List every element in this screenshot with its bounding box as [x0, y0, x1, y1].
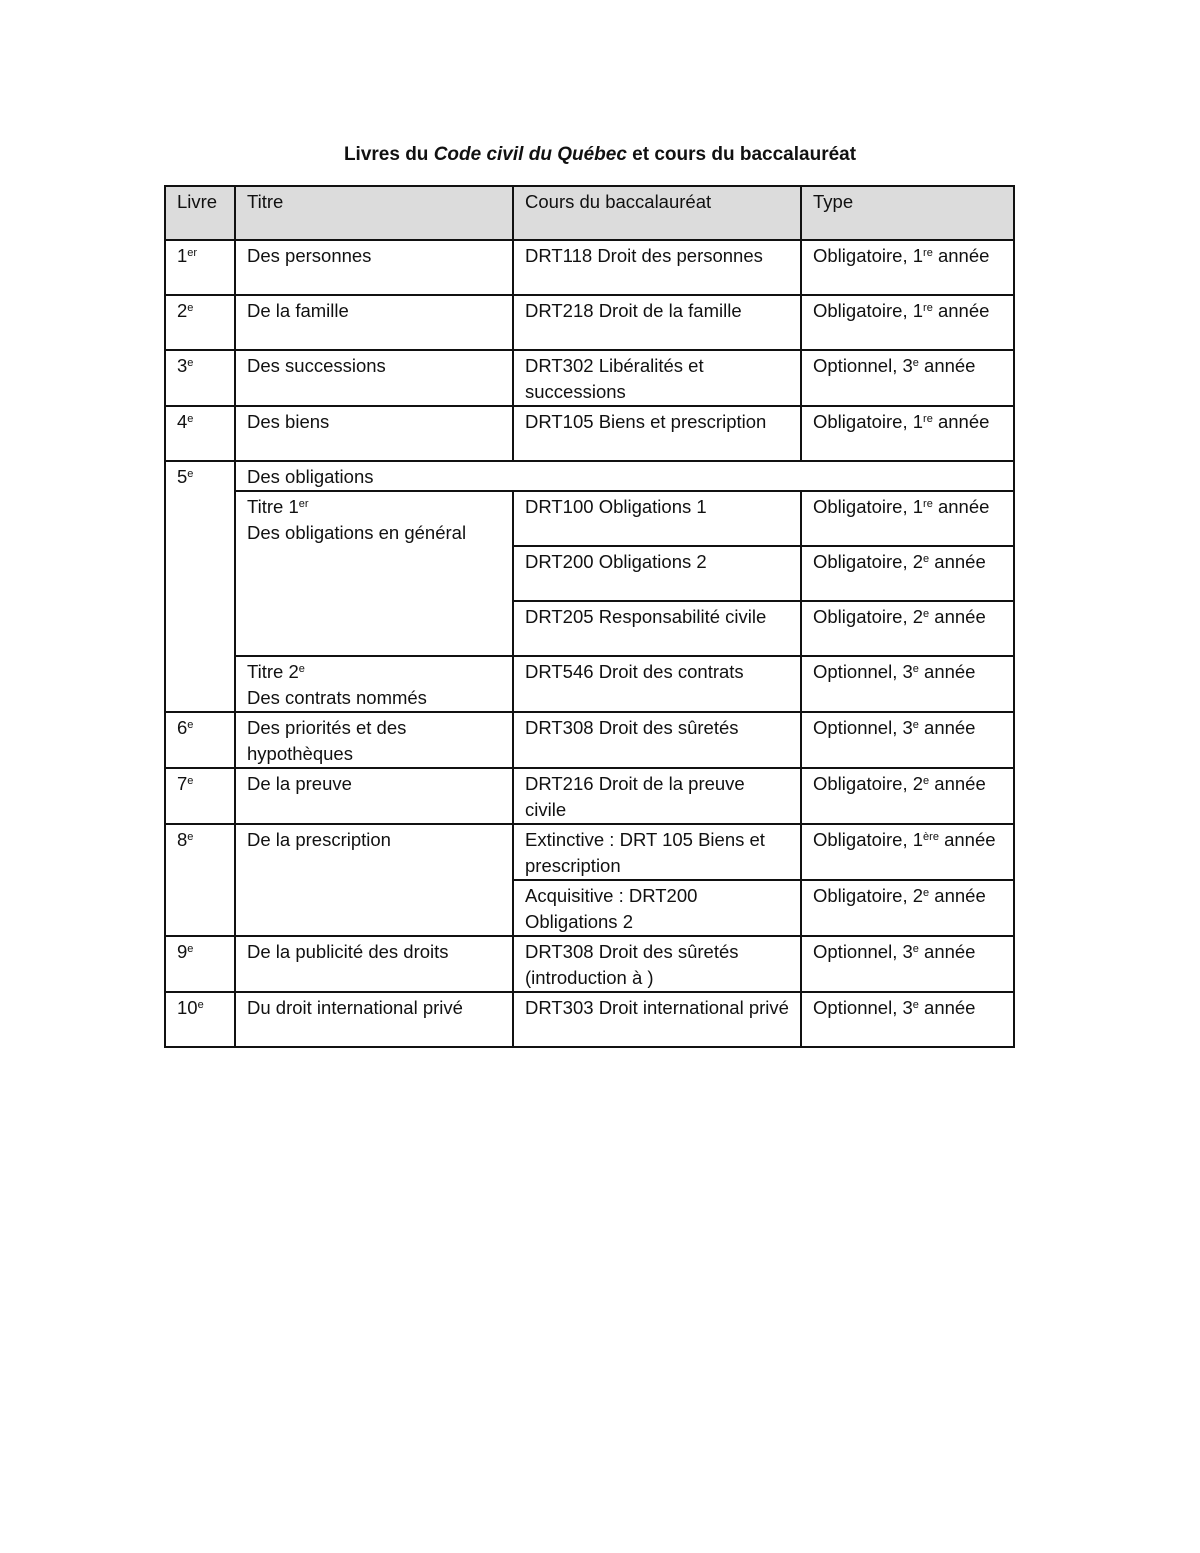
titre-cell: De la prescription	[235, 824, 513, 936]
table-row	[165, 712, 1014, 768]
cours-cell: DRT205 Responsabilité civile	[513, 601, 801, 656]
cours-cell: DRT303 Droit international privé	[513, 992, 801, 1047]
livre-cell: 3e	[165, 350, 235, 406]
subtitle-cell: Titre 2e Des contrats nommés	[235, 656, 513, 712]
cours-cell: Acquisitive : DRT200 Obligations 2	[513, 880, 801, 936]
type-cell: Optionnel, 3e année	[801, 350, 1014, 406]
titre-cell: De la publicité des droits	[235, 936, 513, 992]
title-text-before: Livres du	[343, 144, 434, 165]
titre-cell: Des personnes	[235, 240, 513, 295]
livre-cell: 10e	[165, 992, 235, 1047]
livre-cell: 5e	[165, 461, 235, 712]
cours-cell: DRT118 Droit des personnes	[513, 240, 801, 295]
livre-cell: 6e	[165, 712, 235, 768]
header-type: Type	[801, 186, 1014, 240]
titre-cell-spanning: Des obligations	[235, 461, 1014, 491]
type-cell: Obligatoire, 1re année	[801, 491, 1014, 546]
cours-cell: Extinctive : DRT 105 Biens et prescription	[513, 824, 801, 880]
table-row	[165, 491, 1014, 546]
title-text-after: et cours du baccalauréat	[626, 144, 857, 165]
cours-cell: DRT105 Biens et prescription	[513, 406, 801, 461]
header-cours: Cours du baccalauréat	[513, 186, 801, 240]
livre-cell: 8e	[165, 824, 235, 936]
titre-cell: Des priorités et des hypothèques	[235, 712, 513, 768]
cours-cell: DRT308 Droit des sûretés	[513, 712, 801, 768]
table-row-book5	[165, 461, 1014, 491]
table-header-row	[165, 186, 1014, 240]
type-cell: Obligatoire, 1ère année	[801, 824, 1014, 880]
titre-cell: De la famille	[235, 295, 513, 350]
titre-cell: Du droit international privé	[235, 992, 513, 1047]
cours-cell: DRT546 Droit des contrats	[513, 656, 801, 712]
cours-cell: DRT302 Libéralités et successions	[513, 350, 801, 406]
table-row	[165, 295, 1014, 350]
livre-cell: 1er	[165, 240, 235, 295]
type-cell: Optionnel, 3e année	[801, 712, 1014, 768]
type-cell: Optionnel, 3e année	[801, 656, 1014, 712]
type-cell: Obligatoire, 1re année	[801, 240, 1014, 295]
table-row	[165, 936, 1014, 992]
table-row	[165, 656, 1014, 712]
table-row	[165, 406, 1014, 461]
cours-cell: DRT216 Droit de la preuve civile	[513, 768, 801, 824]
livre-cell: 2e	[165, 295, 235, 350]
livre-cell: 4e	[165, 406, 235, 461]
cours-cell: DRT308 Droit des sûretés (introduction à )	[513, 936, 801, 992]
table-row	[165, 240, 1014, 295]
cours-cell: DRT100 Obligations 1	[513, 491, 801, 546]
books-courses-table	[164, 185, 1015, 1048]
type-cell: Obligatoire, 2e année	[801, 880, 1014, 936]
subtitle-cell: Titre 1er Des obligations en général	[235, 491, 513, 656]
livre-cell: 7e	[165, 768, 235, 824]
titre-cell: Des successions	[235, 350, 513, 406]
table-row	[165, 824, 1014, 880]
header-livre: Livre	[165, 186, 235, 240]
table-row	[165, 768, 1014, 824]
type-cell: Optionnel, 3e année	[801, 936, 1014, 992]
table-row	[165, 350, 1014, 406]
type-cell: Obligatoire, 2e année	[801, 601, 1014, 656]
livre-cell: 9e	[165, 936, 235, 992]
cours-cell: DRT218 Droit de la famille	[513, 295, 801, 350]
document-title	[0, 141, 1200, 169]
type-cell: Obligatoire, 1re année	[801, 295, 1014, 350]
type-cell: Obligatoire, 1re année	[801, 406, 1014, 461]
type-cell: Obligatoire, 2e année	[801, 546, 1014, 601]
titre-cell: De la preuve	[235, 768, 513, 824]
cours-cell: DRT200 Obligations 2	[513, 546, 801, 601]
type-cell: Optionnel, 3e année	[801, 992, 1014, 1047]
type-cell: Obligatoire, 2e année	[801, 768, 1014, 824]
title-text-italic: Code civil du Québec	[433, 144, 627, 165]
table-row	[165, 992, 1014, 1047]
titre-cell: Des biens	[235, 406, 513, 461]
header-titre: Titre	[235, 186, 513, 240]
